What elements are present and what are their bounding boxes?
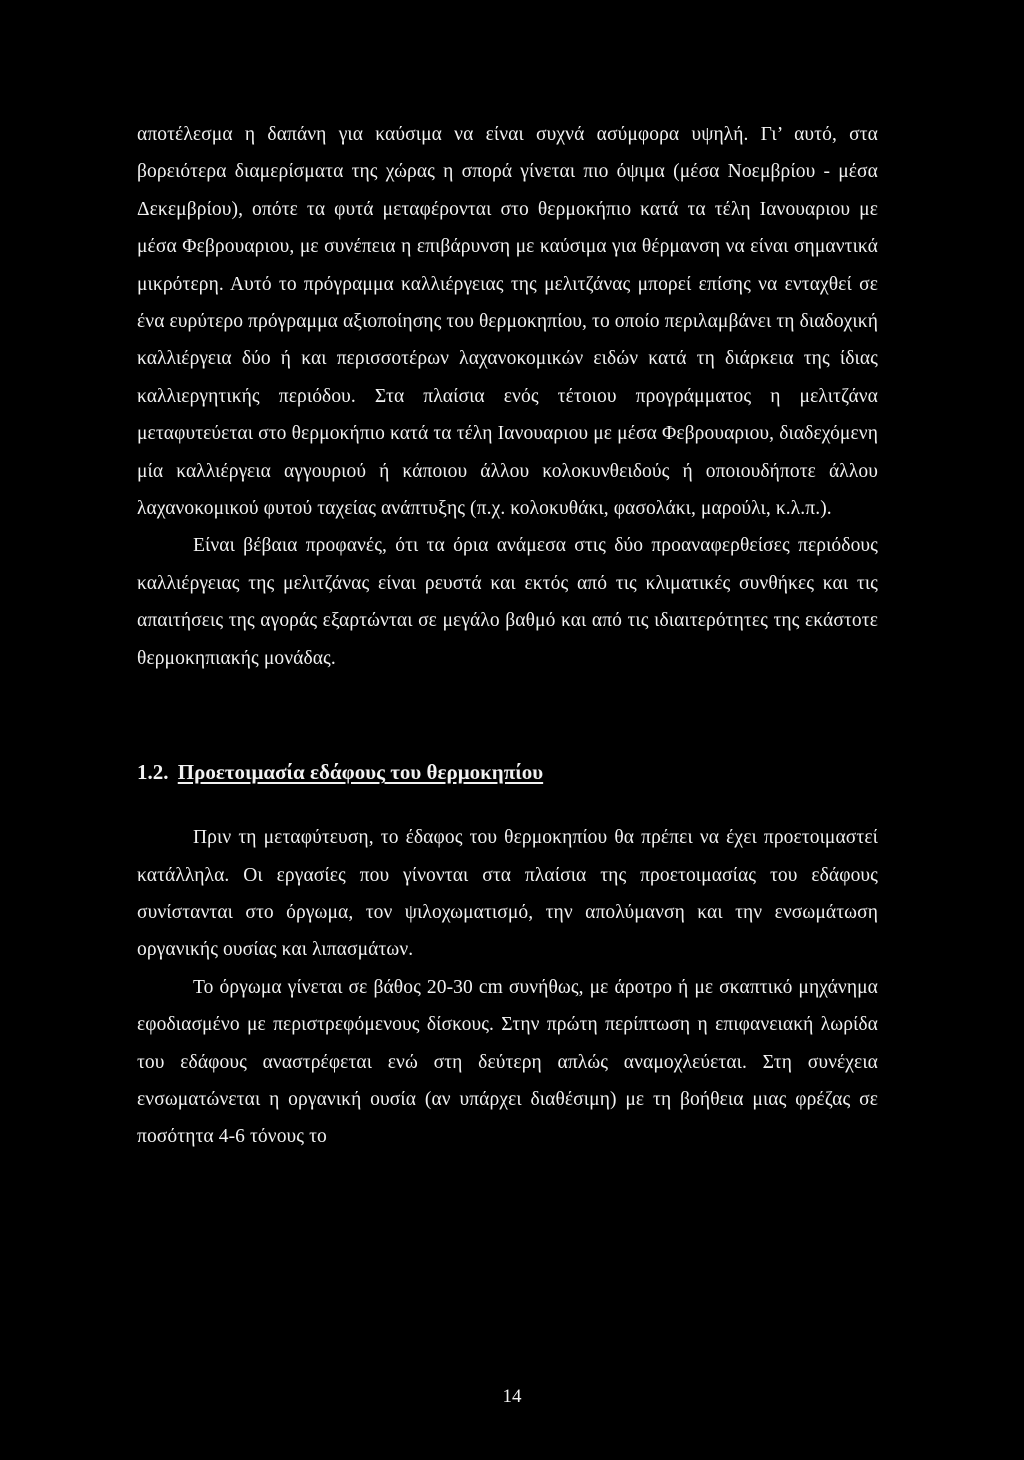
paragraph-1: αποτέλεσμα η δαπάνη για καύσιμα να είναι συχνά ασύμφορα υψηλή. Γι’ αυτό, στα βορειότερα διαμερίσματα της χώρας η σπορά γίνεται πιο όψιμα (μέσα Νοεμβρίου - μέσα Δεκεμβρίου), οπότε τα φυτά μεταφέρονται στο θερμοκήπιο κατά τα τέλη Ιανουαριου με μέσα Φεβρουαριου, με συνέπεια η επιβάρυνση με καύσιμα για θέρμανση να είναι σημαντικά μικρότερη. Αυτό το πρόγραμμα καλλιέργειας της μελιτζάνας μπορεί επίσης να ενταχθεί σε ένα ευρύτερο πρόγραμμα αξιοποίησης του θερμοκηπίου, το οποίο περιλαμβάνει τη διαδοχική καλλιέργεια δύο ή και περισσοτέρων λαχανοκομικών ειδών κατά τη διάρκεια της ίδιας καλλιεργητικής περιόδου. Στα πλαίσια ενός τέτοιου προγράμματος η μελιτζάνα μεταφυτεύεται στο θερμοκήπιο κατά τα τέλη Ιανουαριου με μέσα Φεβρουαριου, διαδεχόμενη μία καλλιέργεια αγγουριού ή κάποιου άλλου κολοκυνθειδούς ή οποιουδήποτε άλλου λαχανοκομικού φυτού ταχείας ανάπτυξης (π.χ. κολοκυθάκι, φασολάκι, μαρούλι, κ.λ.π.). — [137, 124, 878, 520]
paragraph-4: Το όργωμα γίνεται σε βάθος 20-30 cm συνήθως, με άροτρο ή με σκαπτικό μηχάνημα εφοδιασμένο με περιστρεφόμενους δίσκους. Στην πρώτη περίπτωση η επιφανειακή λωρίδα του εδάφους αναστρέφεται ενώ στη δεύτερη απλώς αναμοχλεύεται. Στη συνέχεια ενσωματώνεται η οργανική ουσία (αν υπάρχει διαθέσιμη) με τη βοήθεια μιας φρέζας σε ποσότητα 4-6 τόνους το — [137, 976, 878, 1148]
section-number: 1.2. — [137, 760, 169, 785]
section-title: Προετοιμασία εδάφους του θερμοκηπίου — [177, 760, 544, 785]
paragraph-3: Πριν τη μεταφύτευση, το έδαφος του θερμοκηπίου θα πρέπει να έχει προετοιμαστεί κατάλληλα. Οι εργασίες που γίνονται στα πλαίσια της προετοιμασίας του εδάφους συνίστανται στο όργωμα, τον ψιλοχωματισμό, την απολύμανση και την ενσωμάτωση οργανικής ουσίας και λιπασμάτων. — [137, 827, 878, 961]
section-heading — [137, 757, 878, 787]
paragraph-2: Είναι βέβαια προφανές, ότι τα όρια ανάμεσα στις δύο προαναφερθείσες περιόδους καλλιέργειας της μελιτζάνας είναι ρευστά και εκτός από τις κλιματικές συνθήκες και τις απαιτήσεις της αγοράς εξαρτώνται σε μεγάλο βαθμό και από τις ιδιαιτερότητες της εκάστοτε θερμοκηπιακής μονάδας. — [137, 535, 878, 669]
page-number: 14 — [502, 1386, 522, 1407]
document-page — [137, 116, 878, 1156]
